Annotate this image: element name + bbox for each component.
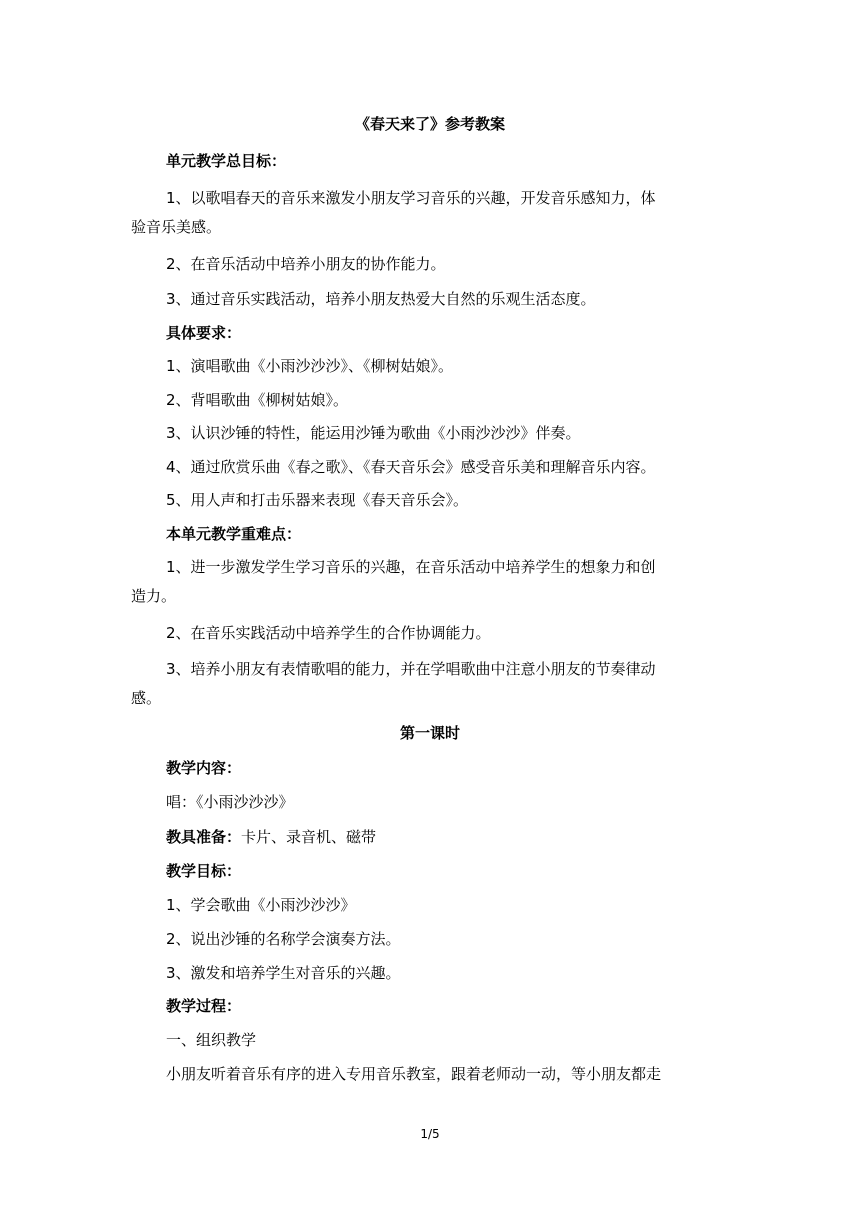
key-point-1-cont: 造力。: [131, 587, 177, 605]
requirement-1: 1、演唱歌曲《小雨沙沙沙》、《柳树姑娘》。: [166, 357, 454, 375]
objective-3: 3、激发和培养学生对音乐的兴趣。: [166, 964, 401, 982]
requirement-4: 4、通过欣赏乐曲《春之歌》、《春天音乐会》感受音乐美和理解音乐内容。: [166, 458, 656, 476]
tools-heading: 教具准备：: [166, 828, 242, 846]
requirement-2: 2、背唱歌曲《柳树姑娘》。: [166, 391, 349, 409]
requirement-3: 3、认识沙锤的特性，能运用沙锤为歌曲《小雨沙沙沙》伴奏。: [166, 424, 581, 442]
process-heading: 教学过程：: [166, 997, 242, 1015]
lesson-title: 第一课时: [399, 724, 460, 742]
content-text: 唱：《小雨沙沙沙》: [166, 793, 294, 811]
key-points-heading: 本单元教学重难点：: [166, 525, 302, 543]
content-heading: 教学内容：: [166, 759, 242, 777]
unit-goal-2: 2、在音乐活动中培养小朋友的协作能力。: [166, 255, 446, 273]
unit-goals-heading: 单元教学总目标：: [166, 152, 287, 170]
key-point-3: 3、培养小朋友有表情歌唱的能力，并在学唱歌曲中注意小朋友的节奏律动: [166, 660, 656, 678]
objective-1: 1、学会歌曲《小雨沙沙沙》: [166, 896, 356, 914]
process-text: 小朋友听着音乐有序的进入专用音乐教室，跟着老师动一动，等小朋友都走: [166, 1065, 662, 1083]
tools-text: 卡片、录音机、磁带: [241, 828, 377, 846]
key-point-2: 2、在音乐实践活动中培养学生的合作协调能力。: [166, 624, 491, 642]
page-number: 1/5: [420, 1127, 440, 1141]
document-title: 《春天来了》参考教案: [354, 115, 505, 133]
objectives-heading: 教学目标：: [166, 862, 242, 880]
requirements-heading: 具体要求：: [166, 324, 242, 342]
key-point-1: 1、进一步激发学生学习音乐的兴趣，在音乐活动中培养学生的想象力和创: [166, 558, 656, 576]
unit-goal-1-cont: 验音乐美感。: [131, 218, 222, 236]
unit-goal-1: 1、以歌唱春天的音乐来激发小朋友学习音乐的兴趣，开发音乐感知力，体: [166, 189, 656, 207]
key-point-3-cont: 感。: [131, 689, 162, 707]
tools-line: [166, 827, 376, 847]
unit-goal-3: 3、通过音乐实践活动，培养小朋友热爱大自然的乐观生活态度。: [166, 290, 596, 308]
requirement-5: 5、用人声和打击乐器来表现《春天音乐会》。: [166, 491, 469, 509]
objective-2: 2、说出沙锤的名称学会演奏方法。: [166, 930, 401, 948]
process-step-1: 一、组织教学: [166, 1031, 257, 1049]
